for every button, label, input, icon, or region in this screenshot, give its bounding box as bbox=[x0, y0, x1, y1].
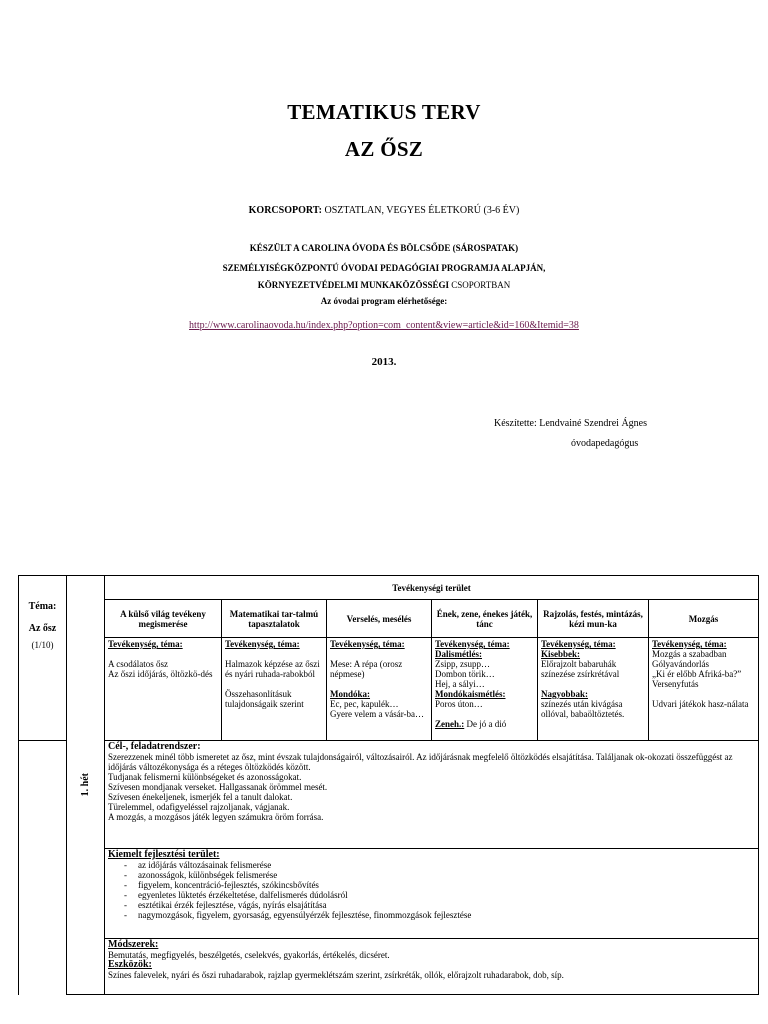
goals-cell bbox=[105, 741, 759, 849]
cell-verseles bbox=[327, 638, 432, 741]
intro-line-2: SZEMÉLYISÉGKÖZPONTÚ ÓVODAI PEDAGÓGIAI PROGRAMJA ALAPJÁN, bbox=[222, 263, 546, 273]
week-label: 1. hét bbox=[79, 773, 91, 797]
goal-item: Szívesen mondjanak verseket. Hallgassanak örömmel mesét. bbox=[108, 782, 328, 792]
activity-label: Tevékenység, téma: bbox=[652, 639, 727, 649]
list-item: - egyenletes lüktetés érzékeltetése, dalfelismerés dúdolásról bbox=[138, 890, 755, 900]
cell-sublabel: Kisebbek: bbox=[541, 649, 581, 659]
document-subtitle: AZ ŐSZ bbox=[344, 137, 424, 161]
cell-sublabel: Zeneh.: bbox=[435, 719, 465, 729]
cell-text: Dombon törik… bbox=[435, 669, 495, 679]
cell-text: Zsipp, zsupp… bbox=[435, 659, 490, 669]
tema-value: Az ősz bbox=[28, 623, 57, 634]
tema-column-spacer bbox=[19, 741, 67, 995]
cell-text: Az őszi időjárás, öltözkö-dés bbox=[108, 669, 213, 679]
activity-label: Tevékenység, téma: bbox=[108, 639, 183, 649]
col-header-matematika: Matematikai tar-talmú tapasztalatok bbox=[222, 600, 327, 638]
cell-text: Udvari játékok hasz-nálata bbox=[652, 699, 749, 709]
cell-text: Mozgás a szabadban bbox=[652, 649, 727, 659]
cell-text: Mese: A répa (orosz népmese) bbox=[330, 659, 403, 679]
cell-rajzolas bbox=[538, 638, 649, 741]
development-cell bbox=[105, 849, 759, 939]
korcsoport-label: KORCSOPORT: bbox=[248, 205, 323, 216]
goal-item: Szerezzenek minél több ismeretet az ősz, mint évszak tulajdonságairól, változásairól. Az időjárásnak megfelelő öltözködés elsajátítása. Találjanak ok-okozati összefüggést az időjárás változékonysága és a réteges öltözködés között. bbox=[108, 752, 733, 772]
list-item: - nagymozgások, figyelem, gyorsaság, egyensúlyérzék fejlesztése, finommozgások fejlesztése bbox=[138, 910, 755, 920]
activity-label: Tevékenység, téma: bbox=[225, 639, 300, 649]
author-name: Készítette: Lendvainé Szendrei Ágnes bbox=[494, 418, 647, 429]
goal-item: Tudjanak felismerni különbségeket és azonosságokat. bbox=[108, 772, 302, 782]
intro-line-3-rest: CSOPORTBAN bbox=[451, 280, 511, 290]
activity-label: Tevékenység, téma: bbox=[435, 639, 510, 649]
year: 2013. bbox=[371, 356, 397, 368]
activity-label: Tevékenység, téma: bbox=[541, 639, 616, 649]
col-header-kulso-vilag: A külső világ tevékeny megismerése bbox=[105, 600, 222, 638]
cell-text: Ec, pec, kapulék… bbox=[330, 699, 399, 709]
cell-text: Gyere velem a vásár-ba… bbox=[330, 709, 425, 719]
list-item: - azonosságok, különbségek felismerése bbox=[138, 870, 755, 880]
tools-label: Eszközök: bbox=[108, 959, 152, 970]
cell-text: De jó a dió bbox=[466, 719, 507, 729]
thematic-plan-table bbox=[18, 575, 759, 995]
methods-cell bbox=[105, 939, 759, 995]
list-item: - figyelem, koncentráció-fejlesztés, szókincsbővítés bbox=[138, 880, 755, 890]
activity-area-header: Tevékenységi terület bbox=[105, 576, 759, 600]
cell-text: Poros úton… bbox=[435, 699, 483, 709]
col-header-verseles: Verselés, mesélés bbox=[327, 600, 432, 638]
cell-text: Összehasonlításuk tulajdonságaik szerint bbox=[225, 689, 304, 709]
cell-kulso-vilag bbox=[105, 638, 222, 741]
col-header-rajzolas: Rajzolás, festés, mintázás, kézi mun-ka bbox=[538, 600, 649, 638]
cell-sublabel: Nagyobbak: bbox=[541, 689, 589, 699]
cell-text: színezés után kivágása ollóval, babaöltöztetés. bbox=[541, 699, 625, 719]
cell-mozgas bbox=[649, 638, 759, 741]
cell-text: „Ki ér előbb Afriká-ba?” Versenyfutás bbox=[652, 669, 742, 689]
cell-text: Halmazok képzése az őszi és nyári ruhada-rabokból bbox=[225, 659, 320, 679]
program-availability: Az óvodai program elérhetősége: bbox=[320, 296, 448, 306]
korcsoport-line bbox=[0, 205, 768, 216]
goals-label: Cél-, feladatrendszer: bbox=[108, 741, 201, 752]
document-title: TEMATIKUS TERV bbox=[287, 100, 481, 124]
korcsoport-value: OSZTATLAN, VEGYES ÉLETKORÚ (3-6 ÉV) bbox=[324, 205, 520, 216]
tema-cell bbox=[19, 576, 67, 741]
cell-enek-zene bbox=[432, 638, 538, 741]
week-cell bbox=[67, 576, 105, 995]
intro-line-3-bold: KÖRNYEZETVÉDELMI MUNKAKÖZÖSSÉGI bbox=[257, 280, 450, 290]
goal-item: Türelemmel, odafigyeléssel rajzoljanak, vágjanak. bbox=[108, 802, 290, 812]
tema-label: Téma: bbox=[28, 601, 57, 612]
cell-text: Előrajzolt babaruhák színezése zsírkrétával bbox=[541, 659, 620, 679]
author-role: óvodapedagógus bbox=[571, 438, 639, 449]
program-url-link[interactable]: http://www.carolinaovoda.hu/index.php?option=com_content&view=article&id=160&Itemid=38 bbox=[189, 320, 579, 331]
intro-line-3 bbox=[0, 280, 768, 290]
cell-text: A csodálatos ősz bbox=[108, 659, 168, 669]
cell-matematika bbox=[222, 638, 327, 741]
goal-item: A mozgás, a mozgásos játék legyen számukra öröm forrása. bbox=[108, 812, 324, 822]
development-label: Kiemelt fejlesztési terület: bbox=[108, 849, 220, 860]
cell-sublabel: Dalismétlés: bbox=[435, 649, 482, 659]
activity-label: Tevékenység, téma: bbox=[330, 639, 405, 649]
goal-item: Szívesen énekeljenek, ismerjék fel a tanult dalokat. bbox=[108, 792, 293, 802]
list-item: - esztétikai érzék fejlesztése, vágás, nyírás elsajátítása bbox=[138, 900, 755, 910]
methods-text: Bemutatás, megfigyelés, beszélgetés, cselekvés, gyakorlás, értékelés, dicséret. bbox=[108, 950, 390, 960]
col-header-mozgas: Mozgás bbox=[649, 600, 759, 638]
col-header-enek-zene: Ének, zene, énekes játék, tánc bbox=[432, 600, 538, 638]
cell-sublabel: Mondókaismétlés: bbox=[435, 689, 506, 699]
intro-line-1: KÉSZÜLT A CAROLINA ÓVODA ÉS BÖLCSŐDE (SÁROSPATAK) bbox=[249, 243, 519, 253]
list-item: - az időjárás változásainak felismerése bbox=[138, 860, 755, 870]
methods-label: Módszerek: bbox=[108, 939, 159, 950]
cell-sublabel: Mondóka: bbox=[330, 689, 371, 699]
development-list bbox=[108, 860, 755, 920]
tools-text: Színes falevelek, nyári és őszi ruhadarabok, rajzlap gyermeklétszám szerint, zsírkréták, ollók, előrajzolt ruhadarabok, dob, síp. bbox=[108, 970, 564, 980]
tema-date: (1/10) bbox=[31, 640, 54, 650]
cell-text: Gólyavándorlás bbox=[652, 659, 709, 669]
cell-text: Hej, a sályi… bbox=[435, 679, 485, 689]
